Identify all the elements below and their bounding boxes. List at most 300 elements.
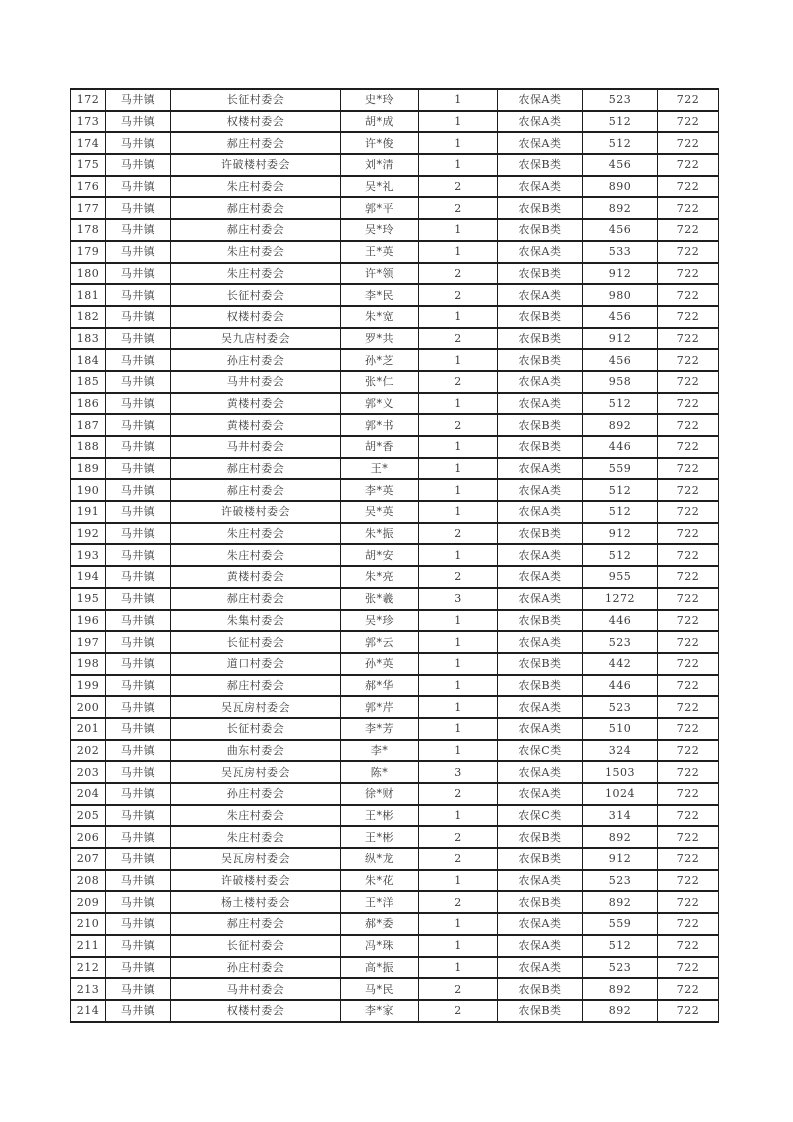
cell-town: 马井镇 [106,371,171,393]
cell-amount: 958 [583,371,658,393]
cell-row-number: 172 [71,89,106,111]
cell-standard-amount: 722 [658,154,719,176]
cell-insurance-category: 农保C类 [498,740,583,762]
cell-village-committee: 长征村委会 [171,89,341,111]
cell-standard-amount: 722 [658,718,719,740]
table-row [71,414,719,436]
cell-row-number: 212 [71,957,106,979]
cell-row-number: 178 [71,219,106,241]
cell-person-name: 郝*委 [341,913,419,935]
cell-row-number: 191 [71,501,106,523]
table-row [71,241,719,263]
cell-person-count: 1 [419,718,498,740]
table-row [71,89,719,111]
cell-person-name: 郭*平 [341,197,419,219]
cell-insurance-category: 农保B类 [498,219,583,241]
cell-amount: 523 [583,696,658,718]
cell-row-number: 205 [71,805,106,827]
cell-village-committee: 郝庄村委会 [171,479,341,501]
cell-person-name: 胡*香 [341,436,419,458]
cell-town: 马井镇 [106,783,171,805]
cell-row-number: 208 [71,870,106,892]
cell-village-committee: 孙庄村委会 [171,349,341,371]
table-row [71,891,719,913]
cell-town: 马井镇 [106,696,171,718]
cell-person-name: 孙*芝 [341,349,419,371]
cell-village-committee: 许破楼村委会 [171,501,341,523]
cell-insurance-category: 农保B类 [498,826,583,848]
cell-standard-amount: 722 [658,501,719,523]
cell-insurance-category: 农保B类 [498,978,583,1000]
table-row [71,631,719,653]
cell-standard-amount: 722 [658,349,719,371]
cell-row-number: 201 [71,718,106,740]
cell-insurance-category: 农保A类 [498,870,583,892]
cell-village-committee: 郝庄村委会 [171,197,341,219]
cell-standard-amount: 722 [658,371,719,393]
cell-insurance-category: 农保A类 [498,479,583,501]
cell-village-committee: 朱庄村委会 [171,805,341,827]
cell-row-number: 214 [71,1000,106,1022]
table-row [71,132,719,154]
cell-row-number: 194 [71,566,106,588]
cell-amount: 523 [583,631,658,653]
cell-village-committee: 吴瓦房村委会 [171,761,341,783]
table-row [71,523,719,545]
table-row [71,501,719,523]
cell-village-committee: 郝庄村委会 [171,458,341,480]
cell-town: 马井镇 [106,978,171,1000]
table-row [71,328,719,350]
cell-insurance-category: 农保A类 [498,544,583,566]
cell-town: 马井镇 [106,154,171,176]
cell-town: 马井镇 [106,805,171,827]
cell-person-count: 2 [419,783,498,805]
cell-insurance-category: 农保B类 [498,523,583,545]
cell-person-name: 高*振 [341,957,419,979]
cell-village-committee: 郝庄村委会 [171,588,341,610]
cell-standard-amount: 722 [658,241,719,263]
cell-amount: 559 [583,913,658,935]
cell-standard-amount: 722 [658,458,719,480]
cell-insurance-category: 农保B类 [498,675,583,697]
table-row [71,870,719,892]
cell-town: 马井镇 [106,566,171,588]
cell-village-committee: 吴九店村委会 [171,328,341,350]
cell-standard-amount: 722 [658,696,719,718]
cell-town: 马井镇 [106,328,171,350]
cell-person-count: 1 [419,349,498,371]
cell-town: 马井镇 [106,740,171,762]
cell-amount: 980 [583,284,658,306]
cell-standard-amount: 722 [658,783,719,805]
cell-person-count: 2 [419,263,498,285]
cell-insurance-category: 农保A类 [498,718,583,740]
cell-amount: 510 [583,718,658,740]
cell-person-count: 2 [419,891,498,913]
cell-village-committee: 权楼村委会 [171,111,341,133]
cell-person-count: 2 [419,523,498,545]
cell-person-count: 1 [419,653,498,675]
cell-person-name: 郭*书 [341,414,419,436]
cell-person-count: 2 [419,1000,498,1022]
records-table [70,88,719,1023]
cell-person-count: 3 [419,588,498,610]
cell-town: 马井镇 [106,675,171,697]
table-row [71,783,719,805]
cell-person-count: 1 [419,696,498,718]
cell-amount: 892 [583,197,658,219]
cell-person-count: 1 [419,501,498,523]
table-row [71,371,719,393]
cell-standard-amount: 722 [658,111,719,133]
cell-person-name: 朱*宽 [341,306,419,328]
table-row [71,111,719,133]
cell-row-number: 188 [71,436,106,458]
cell-insurance-category: 农保A类 [498,89,583,111]
cell-person-name: 朱*亮 [341,566,419,588]
cell-row-number: 187 [71,414,106,436]
cell-standard-amount: 722 [658,631,719,653]
cell-amount: 456 [583,219,658,241]
cell-insurance-category: 农保B类 [498,349,583,371]
cell-row-number: 197 [71,631,106,653]
cell-insurance-category: 农保B类 [498,328,583,350]
cell-insurance-category: 农保A类 [498,501,583,523]
cell-row-number: 174 [71,132,106,154]
cell-standard-amount: 722 [658,414,719,436]
cell-town: 马井镇 [106,718,171,740]
table-row [71,978,719,1000]
cell-amount: 456 [583,349,658,371]
table-row [71,219,719,241]
cell-standard-amount: 722 [658,523,719,545]
cell-insurance-category: 农保B类 [498,414,583,436]
cell-village-committee: 长征村委会 [171,718,341,740]
cell-person-count: 1 [419,219,498,241]
cell-person-name: 吴*英 [341,501,419,523]
cell-insurance-category: 农保A类 [498,935,583,957]
cell-person-name: 孙*英 [341,653,419,675]
cell-town: 马井镇 [106,263,171,285]
table-row [71,718,719,740]
table-row [71,393,719,415]
cell-person-count: 2 [419,284,498,306]
cell-amount: 559 [583,458,658,480]
cell-town: 马井镇 [106,89,171,111]
table-row [71,176,719,198]
cell-town: 马井镇 [106,393,171,415]
cell-town: 马井镇 [106,848,171,870]
cell-village-committee: 孙庄村委会 [171,783,341,805]
cell-village-committee: 朱庄村委会 [171,176,341,198]
cell-person-name: 吴*玲 [341,219,419,241]
cell-person-count: 2 [419,176,498,198]
cell-village-committee: 杨土楼村委会 [171,891,341,913]
cell-row-number: 190 [71,479,106,501]
cell-person-name: 罗*共 [341,328,419,350]
cell-person-name: 王*英 [341,241,419,263]
cell-person-name: 朱*花 [341,870,419,892]
cell-person-count: 2 [419,566,498,588]
cell-insurance-category: 农保B类 [498,1000,583,1022]
cell-person-name: 徐*财 [341,783,419,805]
cell-standard-amount: 722 [658,197,719,219]
cell-person-count: 1 [419,675,498,697]
cell-village-committee: 许破楼村委会 [171,154,341,176]
cell-person-name: 李*芳 [341,718,419,740]
cell-amount: 512 [583,935,658,957]
cell-insurance-category: 农保B类 [498,610,583,632]
cell-standard-amount: 722 [658,284,719,306]
cell-amount: 912 [583,263,658,285]
table-row [71,740,719,762]
cell-person-name: 张*羲 [341,588,419,610]
cell-person-count: 1 [419,870,498,892]
cell-person-count: 1 [419,740,498,762]
cell-insurance-category: 农保B类 [498,306,583,328]
cell-standard-amount: 722 [658,913,719,935]
cell-village-committee: 朱庄村委会 [171,241,341,263]
cell-village-committee: 吴瓦房村委会 [171,848,341,870]
cell-row-number: 196 [71,610,106,632]
cell-insurance-category: 农保B类 [498,154,583,176]
table-row [71,935,719,957]
cell-village-committee: 吴瓦房村委会 [171,696,341,718]
cell-town: 马井镇 [106,523,171,545]
cell-person-count: 1 [419,111,498,133]
cell-insurance-category: 农保C类 [498,805,583,827]
cell-person-name: 张*仁 [341,371,419,393]
cell-person-count: 2 [419,371,498,393]
table-row [71,610,719,632]
cell-amount: 1024 [583,783,658,805]
table-row [71,653,719,675]
cell-insurance-category: 农保B类 [498,197,583,219]
cell-standard-amount: 722 [658,848,719,870]
cell-village-committee: 马井村委会 [171,978,341,1000]
cell-person-name: 许*俊 [341,132,419,154]
cell-person-name: 纵*龙 [341,848,419,870]
cell-standard-amount: 722 [658,544,719,566]
cell-person-name: 王*彬 [341,805,419,827]
cell-row-number: 198 [71,653,106,675]
cell-village-committee: 郝庄村委会 [171,132,341,154]
cell-row-number: 181 [71,284,106,306]
cell-row-number: 200 [71,696,106,718]
table-row [71,284,719,306]
cell-standard-amount: 722 [658,436,719,458]
table-row [71,436,719,458]
table-row [71,826,719,848]
cell-insurance-category: 农保A类 [498,566,583,588]
cell-insurance-category: 农保A类 [498,284,583,306]
cell-amount: 456 [583,306,658,328]
cell-standard-amount: 722 [658,588,719,610]
cell-town: 马井镇 [106,197,171,219]
cell-person-count: 2 [419,978,498,1000]
cell-village-committee: 郝庄村委会 [171,913,341,935]
cell-insurance-category: 农保A类 [498,783,583,805]
cell-standard-amount: 722 [658,306,719,328]
cell-person-name: 郝*华 [341,675,419,697]
cell-standard-amount: 722 [658,761,719,783]
cell-row-number: 183 [71,328,106,350]
cell-standard-amount: 722 [658,870,719,892]
cell-row-number: 192 [71,523,106,545]
cell-person-count: 2 [419,848,498,870]
cell-amount: 1503 [583,761,658,783]
cell-person-count: 1 [419,544,498,566]
cell-person-count: 1 [419,957,498,979]
cell-town: 马井镇 [106,458,171,480]
table-row [71,957,719,979]
cell-insurance-category: 农保A类 [498,696,583,718]
cell-person-count: 1 [419,436,498,458]
cell-town: 马井镇 [106,284,171,306]
cell-amount: 446 [583,675,658,697]
cell-row-number: 185 [71,371,106,393]
cell-amount: 892 [583,1000,658,1022]
cell-insurance-category: 农保A类 [498,132,583,154]
table-row [71,566,719,588]
cell-row-number: 180 [71,263,106,285]
cell-insurance-category: 农保A类 [498,111,583,133]
cell-person-count: 1 [419,935,498,957]
cell-insurance-category: 农保A类 [498,957,583,979]
cell-insurance-category: 农保A类 [498,371,583,393]
cell-amount: 912 [583,848,658,870]
cell-amount: 446 [583,436,658,458]
cell-standard-amount: 722 [658,740,719,762]
table-row [71,805,719,827]
cell-amount: 456 [583,154,658,176]
table-row [71,263,719,285]
cell-amount: 512 [583,111,658,133]
cell-amount: 512 [583,501,658,523]
cell-town: 马井镇 [106,306,171,328]
cell-standard-amount: 722 [658,675,719,697]
cell-village-committee: 长征村委会 [171,284,341,306]
cell-village-committee: 朱庄村委会 [171,263,341,285]
cell-person-count: 1 [419,458,498,480]
cell-amount: 512 [583,479,658,501]
cell-village-committee: 权楼村委会 [171,1000,341,1022]
cell-town: 马井镇 [106,544,171,566]
cell-person-count: 1 [419,479,498,501]
cell-town: 马井镇 [106,241,171,263]
cell-person-count: 1 [419,631,498,653]
cell-village-committee: 朱庄村委会 [171,523,341,545]
cell-village-committee: 朱庄村委会 [171,826,341,848]
table-row [71,544,719,566]
cell-amount: 892 [583,978,658,1000]
cell-row-number: 199 [71,675,106,697]
cell-insurance-category: 农保B类 [498,436,583,458]
table-row [71,913,719,935]
cell-person-count: 2 [419,414,498,436]
cell-person-name: 郭*云 [341,631,419,653]
table-row [71,696,719,718]
cell-town: 马井镇 [106,826,171,848]
cell-person-name: 郭*芹 [341,696,419,718]
cell-person-count: 1 [419,241,498,263]
cell-row-number: 175 [71,154,106,176]
cell-town: 马井镇 [106,761,171,783]
cell-standard-amount: 722 [658,891,719,913]
cell-town: 马井镇 [106,891,171,913]
cell-town: 马井镇 [106,111,171,133]
cell-village-committee: 朱集村委会 [171,610,341,632]
cell-standard-amount: 722 [658,479,719,501]
cell-amount: 523 [583,870,658,892]
cell-insurance-category: 农保A类 [498,241,583,263]
cell-person-count: 1 [419,913,498,935]
cell-insurance-category: 农保A类 [498,393,583,415]
cell-standard-amount: 722 [658,957,719,979]
cell-person-count: 2 [419,328,498,350]
cell-town: 马井镇 [106,935,171,957]
cell-standard-amount: 722 [658,89,719,111]
cell-amount: 512 [583,393,658,415]
cell-person-name: 李*家 [341,1000,419,1022]
table-row [71,197,719,219]
cell-amount: 523 [583,89,658,111]
cell-town: 马井镇 [106,501,171,523]
cell-amount: 533 [583,241,658,263]
cell-person-name: 吴*珍 [341,610,419,632]
cell-row-number: 184 [71,349,106,371]
cell-village-committee: 长征村委会 [171,935,341,957]
cell-person-name: 朱*振 [341,523,419,545]
cell-row-number: 213 [71,978,106,1000]
cell-person-count: 1 [419,89,498,111]
table-row [71,761,719,783]
cell-town: 马井镇 [106,436,171,458]
cell-insurance-category: 农保B类 [498,263,583,285]
cell-row-number: 193 [71,544,106,566]
cell-standard-amount: 722 [658,263,719,285]
cell-standard-amount: 722 [658,610,719,632]
cell-village-committee: 长征村委会 [171,631,341,653]
table-body [71,89,719,1022]
cell-village-committee: 权楼村委会 [171,306,341,328]
cell-row-number: 206 [71,826,106,848]
cell-village-committee: 马井村委会 [171,371,341,393]
cell-amount: 314 [583,805,658,827]
cell-town: 马井镇 [106,176,171,198]
cell-insurance-category: 农保A类 [498,458,583,480]
cell-person-name: 刘*清 [341,154,419,176]
table-row [71,479,719,501]
cell-amount: 912 [583,523,658,545]
cell-person-count: 1 [419,306,498,328]
table-row [71,349,719,371]
table-row [71,154,719,176]
cell-person-count: 1 [419,610,498,632]
cell-amount: 446 [583,610,658,632]
cell-town: 马井镇 [106,349,171,371]
cell-row-number: 179 [71,241,106,263]
cell-village-committee: 黄楼村委会 [171,414,341,436]
cell-standard-amount: 722 [658,978,719,1000]
cell-insurance-category: 农保A类 [498,631,583,653]
cell-person-count: 2 [419,826,498,848]
cell-village-committee: 黄楼村委会 [171,566,341,588]
cell-person-name: 李* [341,740,419,762]
cell-amount: 512 [583,544,658,566]
cell-village-committee: 孙庄村委会 [171,957,341,979]
